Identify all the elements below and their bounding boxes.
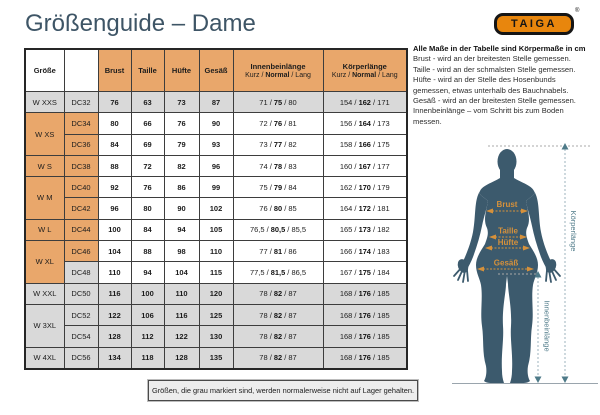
measure-notes-heading: Alle Maße in der Tabelle sind Körpermaße in cm (413, 44, 586, 53)
table-header-row (25, 49, 407, 92)
taille-cell: 106 (131, 304, 164, 325)
gesaess-cell: 110 (199, 241, 233, 262)
header-taille: Taille (131, 49, 164, 92)
size-code-cell: DC44 (64, 219, 98, 240)
gray-rows-footnote: Größen, die grau markiert sind, werden normalerweise nicht auf Lager gehalten. (148, 380, 418, 401)
innenbeinlaenge-cell: 77 / 81 / 86 (233, 241, 323, 262)
gesaess-cell: 135 (199, 347, 233, 369)
table-row (25, 326, 407, 347)
innenbeinlaenge-cell: 78 / 82 / 87 (233, 283, 323, 304)
taiga-logo (494, 13, 574, 35)
huefte-label: Hüfte (497, 238, 519, 247)
brust-cell: 134 (98, 347, 131, 369)
huefte-cell: 104 (164, 262, 199, 283)
huefte-cell: 79 (164, 134, 199, 155)
size-code-cell: DC46 (64, 241, 98, 262)
koerperlaenge-cell: 168 / 176 / 185 (323, 304, 407, 325)
taille-cell: 80 (131, 198, 164, 219)
innenbeinlaenge-cell: 78 / 82 / 87 (233, 347, 323, 369)
innenbeinlaenge-cell: 78 / 82 / 87 (233, 326, 323, 347)
huefte-cell: 86 (164, 177, 199, 198)
measure-note-line: Gesäß - wird an der breitesten Stelle gemessen. (413, 96, 576, 106)
table-row (25, 198, 407, 219)
size-group-label: W XL (25, 241, 64, 284)
koerperlaenge-line (562, 143, 569, 383)
taille-cell: 63 (131, 92, 164, 113)
size-group-label: W L (25, 219, 64, 240)
huefte-cell: 128 (164, 347, 199, 369)
size-code-cell: DC40 (64, 177, 98, 198)
size-group-label: W S (25, 155, 64, 176)
measure-note-line: Hüfte - wird an der Stelle des Hosenbunds (413, 75, 556, 85)
brust-cell: 92 (98, 177, 131, 198)
huefte-cell: 94 (164, 219, 199, 240)
gesaess-cell: 99 (199, 177, 233, 198)
size-group-label: W XXS (25, 92, 64, 113)
size-code-cell: DC36 (64, 134, 98, 155)
koerperlaenge-cell: 154 / 162 / 171 (323, 92, 407, 113)
header-gesaess: Gesäß (199, 49, 233, 92)
taille-cell: 76 (131, 177, 164, 198)
brust-cell: 80 (98, 113, 131, 134)
brust-label: Brust (496, 200, 518, 209)
header-innenbeinlaenge: Innenbeinlänge Kurz / Normal / Lang (233, 49, 323, 92)
koerperlaenge-cell: 166 / 174 / 183 (323, 241, 407, 262)
header-groesse: Größe (25, 49, 64, 92)
measure-note-line: Taille - wird an der schmalsten Stelle gemessen. (413, 64, 576, 74)
koerperlaenge-cell: 168 / 176 / 185 (323, 326, 407, 347)
huefte-cell: 82 (164, 155, 199, 176)
brust-cell: 122 (98, 304, 131, 325)
huefte-cell: 116 (164, 304, 199, 325)
size-group-label: W XXL (25, 283, 64, 304)
table-row (25, 155, 407, 176)
table-row (25, 92, 407, 113)
measure-note-line: Innenbeinlänge – vom Schritt bis zum Boden (413, 106, 564, 116)
huefte-cell: 110 (164, 283, 199, 304)
table-row (25, 241, 407, 262)
taille-cell: 84 (131, 219, 164, 240)
size-group-label: W 3XL (25, 304, 64, 347)
header-code (64, 49, 98, 92)
measure-note-line: Brust - wird an der breitesten Stelle gemessen. (413, 54, 571, 64)
size-code-cell: DC32 (64, 92, 98, 113)
registered-trademark-icon: ® (575, 8, 580, 14)
koerperlaenge-cell: 164 / 172 / 181 (323, 198, 407, 219)
innenbeinlaenge-cell: 78 / 82 / 87 (233, 304, 323, 325)
koerperlaenge-cell: 162 / 170 / 179 (323, 177, 407, 198)
table-row (25, 219, 407, 240)
brust-cell: 104 (98, 241, 131, 262)
measure-note-line: messen. (413, 116, 442, 126)
size-code-cell: DC48 (64, 262, 98, 283)
taille-cell: 66 (131, 113, 164, 134)
measure-note-line: gemessen, etwas unterhalb des Bauchnabels. (413, 85, 569, 95)
table-row (25, 304, 407, 325)
koerperlaenge-cell: 168 / 176 / 185 (323, 283, 407, 304)
header-brust: Brust (98, 49, 131, 92)
header-huefte: Hüfte (164, 49, 199, 92)
huefte-cell: 98 (164, 241, 199, 262)
size-table-body (25, 92, 407, 369)
table-row (25, 262, 407, 283)
page-title: Größenguide – Dame (25, 10, 256, 37)
size-table (24, 48, 408, 370)
brust-cell: 100 (98, 219, 131, 240)
innenbeinlaenge-cell: 75 / 79 / 84 (233, 177, 323, 198)
taille-cell: 69 (131, 134, 164, 155)
table-row (25, 134, 407, 155)
size-code-cell: DC52 (64, 304, 98, 325)
koerperlaenge-cell: 160 / 167 / 177 (323, 155, 407, 176)
brust-cell: 84 (98, 134, 131, 155)
koerperlaenge-cell: 168 / 176 / 185 (323, 347, 407, 369)
taille-cell: 112 (131, 326, 164, 347)
innenbeinlaenge-label: Innenbeinlänge (542, 300, 552, 352)
huefte-cell: 90 (164, 198, 199, 219)
table-row (25, 283, 407, 304)
gesaess-cell: 125 (199, 304, 233, 325)
innenbeinlaenge-cell: 74 / 78 / 83 (233, 155, 323, 176)
size-code-cell: DC34 (64, 113, 98, 134)
brust-cell: 128 (98, 326, 131, 347)
huefte-cell: 122 (164, 326, 199, 347)
brust-cell: 88 (98, 155, 131, 176)
innenbeinlaenge-cell: 73 / 77 / 82 (233, 134, 323, 155)
taille-cell: 100 (131, 283, 164, 304)
innenbeinlaenge-cell: 76 / 80 / 85 (233, 198, 323, 219)
taille-cell: 94 (131, 262, 164, 283)
table-row (25, 347, 407, 369)
measure-notes (413, 44, 599, 127)
gesaess-cell: 120 (199, 283, 233, 304)
gesaess-label: Gesäß (493, 258, 519, 268)
header-koerperlaenge: Körperlänge Kurz / Normal / Lang (323, 49, 407, 92)
gesaess-cell: 93 (199, 134, 233, 155)
table-row (25, 177, 407, 198)
innenbeinlaenge-cell: 71 / 75 / 80 (233, 92, 323, 113)
taille-cell: 72 (131, 155, 164, 176)
size-code-cell: DC38 (64, 155, 98, 176)
gesaess-cell: 130 (199, 326, 233, 347)
taille-label: Taille (498, 226, 518, 236)
taille-cell: 88 (131, 241, 164, 262)
size-code-cell: DC54 (64, 326, 98, 347)
measurement-figure (410, 140, 600, 410)
koerperlaenge-label: Körperlänge (569, 210, 578, 252)
size-group-label: W M (25, 177, 64, 220)
size-code-cell: DC56 (64, 347, 98, 369)
koerperlaenge-cell: 156 / 164 / 173 (323, 113, 407, 134)
taiga-logo-text: TAIGA (511, 17, 557, 30)
gesaess-cell: 90 (199, 113, 233, 134)
gesaess-cell: 102 (199, 198, 233, 219)
brust-cell: 116 (98, 283, 131, 304)
size-code-cell: DC42 (64, 198, 98, 219)
innenbeinlaenge-cell: 72 / 76 / 81 (233, 113, 323, 134)
koerperlaenge-cell: 167 / 175 / 184 (323, 262, 407, 283)
table-row (25, 113, 407, 134)
gesaess-cell: 96 (199, 155, 233, 176)
koerperlaenge-cell: 165 / 173 / 182 (323, 219, 407, 240)
innenbeinlaenge-cell: 76,5 / 80,5 / 85,5 (233, 219, 323, 240)
innenbeinlaenge-cell: 77,5 / 81,5 / 86,5 (233, 262, 323, 283)
size-code-cell: DC50 (64, 283, 98, 304)
size-group-label: W 4XL (25, 347, 64, 369)
gesaess-cell: 115 (199, 262, 233, 283)
koerperlaenge-cell: 158 / 166 / 175 (323, 134, 407, 155)
brust-cell: 76 (98, 92, 131, 113)
brust-cell: 96 (98, 198, 131, 219)
huefte-cell: 73 (164, 92, 199, 113)
size-group-label: W XS (25, 113, 64, 156)
huefte-cell: 76 (164, 113, 199, 134)
brust-cell: 110 (98, 262, 131, 283)
taille-cell: 118 (131, 347, 164, 369)
gesaess-cell: 87 (199, 92, 233, 113)
gesaess-cell: 105 (199, 219, 233, 240)
